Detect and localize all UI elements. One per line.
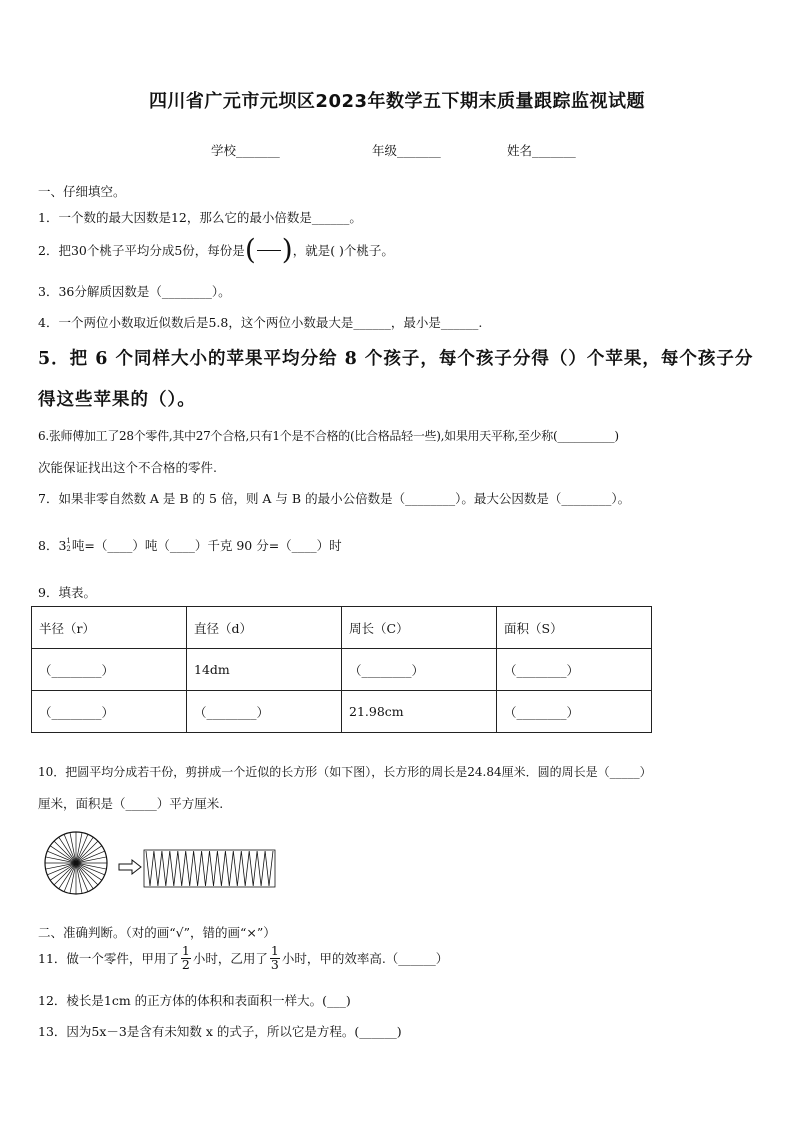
- question-4: 4．一个两位小数取近似数后是5.8，这个两位小数最大是______，最小是______.: [38, 315, 483, 330]
- fraction-numerator: 1: [181, 943, 190, 958]
- question-11-text-c: 小时，甲的效率高.（______）: [281, 951, 449, 966]
- question-5-line-1: 5．把 6 个同样大小的苹果平均分给 8 个孩子，每个孩子分得（）个苹果，每个孩子分: [38, 349, 754, 369]
- question-3: 3．36分解质因数是（________）。: [38, 284, 231, 299]
- fraction-denominator: 2: [181, 956, 190, 972]
- table-row: [32, 649, 652, 691]
- question-8-text-b: 吨=（____）吨（____）千克 90 分=（____）时: [71, 538, 342, 553]
- table-cell: （________）: [32, 649, 187, 691]
- question-8: [38, 536, 342, 554]
- question-11-text-a: 11．做一个零件，甲用了: [38, 951, 179, 966]
- question-11: [38, 945, 448, 971]
- question-10-line-2: 厘米，面积是（_____）平方厘米.: [38, 796, 224, 811]
- question-6-line-2: 次能保证找出这个不合格的零件.: [38, 460, 217, 475]
- table-cell: 14dm: [187, 649, 342, 691]
- fraction-one-half: [181, 945, 191, 971]
- question-12: 12．棱长是1cm 的正方体的体积和表面积一样大。(___): [38, 993, 351, 1008]
- question-8-text-a: 8．3: [38, 538, 67, 553]
- section-2-heading: 二、准确判断。（对的画“√”，错的画“×”）: [38, 925, 276, 940]
- name-field: 姓名_______: [507, 143, 576, 158]
- question-2: [38, 233, 394, 266]
- table-row: [32, 691, 652, 733]
- question-5-line-2: 得这些苹果的（）。: [38, 390, 196, 410]
- question-11-text-b: 小时，乙用了: [192, 951, 268, 966]
- question-13: 13．因为5x－3是含有未知数 x 的式子，所以它是方程。(______): [38, 1024, 402, 1039]
- table-cell: （________）: [187, 691, 342, 733]
- page-title: 四川省广元市元坝区2023年数学五下期末质量跟踪监视试题: [148, 91, 646, 112]
- question-10-line-1: 10．把圆平均分成若干份，剪拼成一个近似的长方形（如下图），长方形的周长是24.84厘米．圆的周长是（_____）: [38, 765, 652, 779]
- fraction-denominator: 3: [270, 956, 279, 972]
- table-cell: （________）: [32, 691, 187, 733]
- table-header-row: [32, 607, 652, 649]
- sectored-circle-icon: [45, 832, 107, 894]
- table-cell: （________）: [497, 691, 652, 733]
- fraction-blank: ( ): [244, 233, 293, 266]
- fraction-one-third: [270, 945, 280, 971]
- grade-field: 年级_______: [372, 143, 441, 158]
- fraction-denominator: 2: [66, 545, 71, 553]
- section-1-heading: 一、仔细填空。: [38, 184, 126, 199]
- approximate-rectangle-icon: [144, 850, 275, 887]
- table-cell: （________）: [497, 649, 652, 691]
- question-1: 1．一个数的最大因数是12，那么它的最小倍数是______。: [38, 210, 362, 225]
- question-7: 7．如果非零自然数 A 是 B 的 5 倍，则 A 与 B 的最小公倍数是（________）。最大公因数是（________）。: [38, 491, 631, 506]
- mixed-fraction: [66, 537, 70, 553]
- table-cell: （________）: [342, 649, 497, 691]
- fraction-numerator: 1: [66, 537, 71, 545]
- question-6-line-1: 6.张师傅加工了28个零件,其中27个合格,只有1个是不合格的(比合格品轻一些),如果用天平称,至少称(__________): [38, 429, 619, 443]
- table-header-cell: 半径（r）: [32, 607, 187, 649]
- table-header-cell: 直径（d）: [187, 607, 342, 649]
- circle-to-rectangle-figure: [42, 829, 282, 899]
- table-cell: 21.98cm: [342, 691, 497, 733]
- arrow-right-icon: [119, 860, 141, 874]
- question-2-text-a: 2．把30个桃子平均分成5份，每份是: [38, 243, 245, 258]
- circle-table: [31, 606, 652, 733]
- question-9: 9．填表。: [38, 585, 96, 600]
- question-2-text-b: ，就是( )个桃子。: [292, 243, 394, 258]
- table-header-cell: 面积（S）: [497, 607, 652, 649]
- table-header-cell: 周长（C）: [342, 607, 497, 649]
- school-field: 学校_______: [211, 143, 280, 158]
- fraction-numerator: 1: [270, 943, 279, 958]
